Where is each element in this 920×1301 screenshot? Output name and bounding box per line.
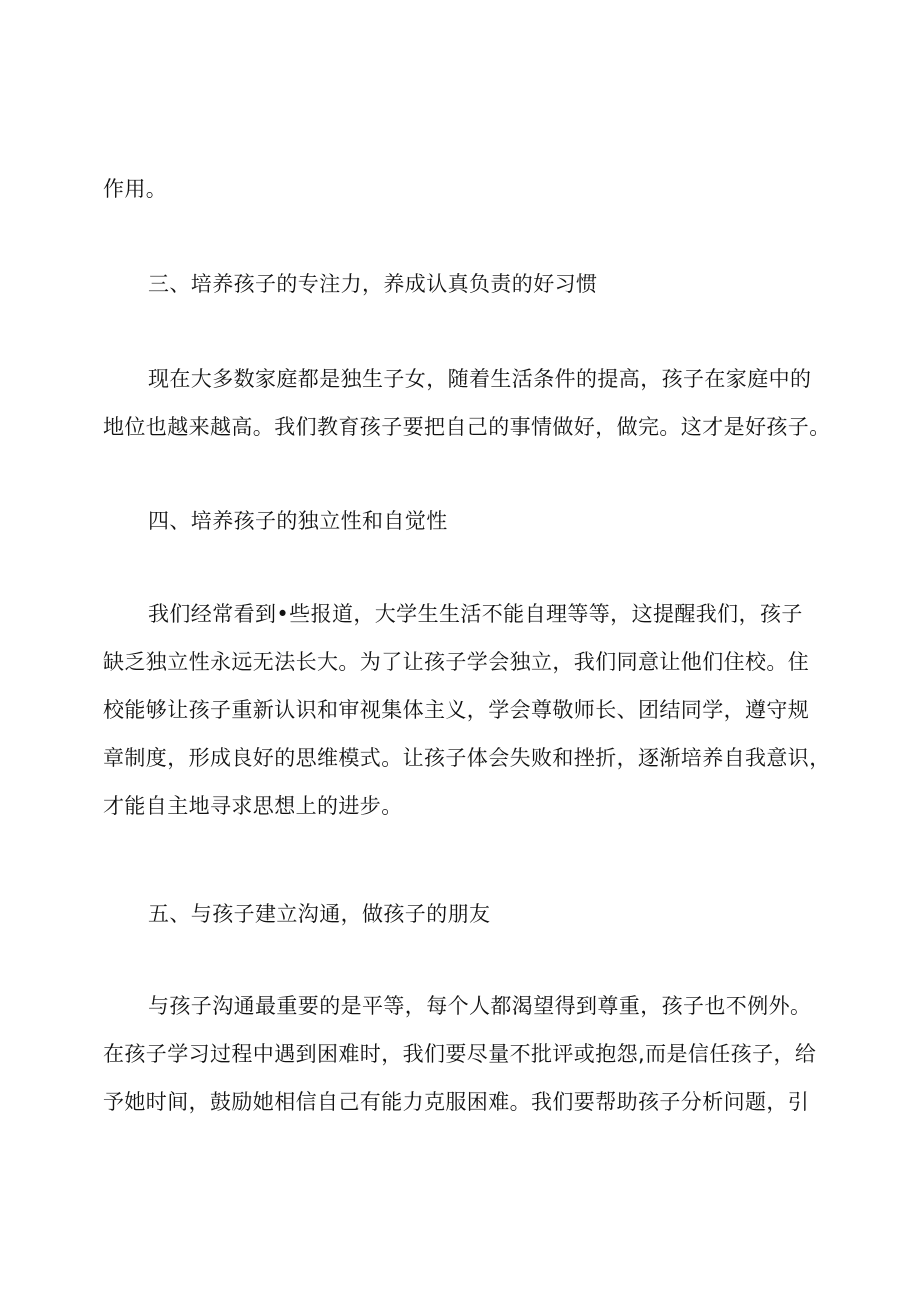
carryover-text: 作用。 [103,177,168,201]
section-5-line-3: 予她时间，鼓励她相信自己有能力克服困难。我们要帮助孩子分析问题，引 [103,1090,810,1114]
section-3-line-2: 地位也越来越高。我们教育孩子要把自己的事情做好，做完。这才是好孩子。 [103,415,831,439]
section-5-heading: 五、与孩子建立沟通，做孩子的朋友 [148,902,491,926]
section-4-heading: 四、培养孩子的独立性和自觉性 [148,509,448,533]
section-5-line-1: 与孩子沟通最重要的是平等，每个人都渴望得到尊重，孩子也不例外。 [148,994,812,1018]
section-4-line-3: 校能够让孩子重新认识和审视集体主义，学会尊敬师长、团结同学，遵守规 [103,698,810,722]
section-3-line-1: 现在大多数家庭都是独生子女，随着生活条件的提高，孩子在家庭中的 [148,367,812,391]
section-4-line-2: 缺乏独立性永远无法长大。为了让孩子学会独立，我们同意让他们住校。住 [103,650,810,674]
section-4-line-4: 章制度，形成良好的思维模式。让孩子体会失败和挫折，逐渐培养自我意识， [103,746,831,770]
section-4-line-5: 才能自主地寻求思想上的进步。 [103,794,403,818]
section-3-heading: 三、培养孩子的专注力，养成认真负责的好习惯 [148,272,598,296]
section-4-line-1: 我们经常看到•些报道，大学生生活不能自理等等，这提醒我们，孩子 [148,602,803,626]
section-5-line-2: 在孩子学习过程中遇到困难时，我们要尽量不批评或抱怨,而是信任孩子，给 [103,1042,817,1066]
